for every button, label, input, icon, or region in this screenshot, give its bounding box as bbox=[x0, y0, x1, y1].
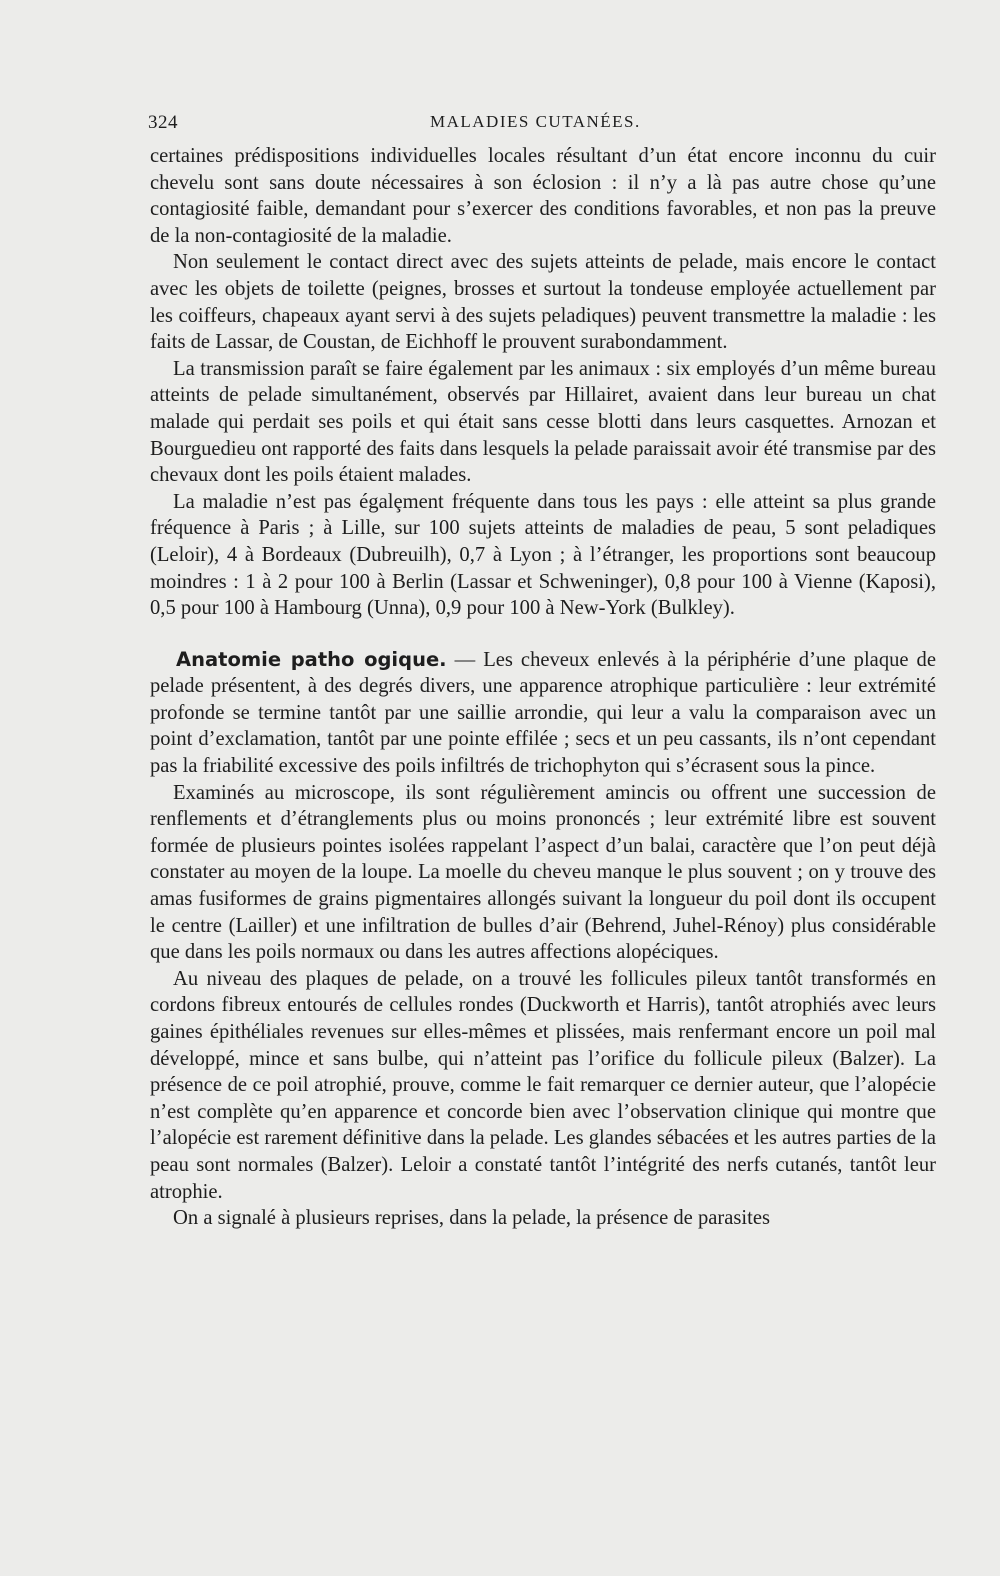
page-number: 324 bbox=[148, 112, 178, 133]
paragraph-frequency: La maladie n’est pas égalȩment fréquente dans tous les pays : elle atteint sa plus grande fréquence à Paris ; à Lille, sur 100 sujets atteints de maladies de peau, 5 sont peladiques (Leloir), 4 à Bordeaux (Dubreuilh), 0,7 à Lyon ; à l’étranger, les proportions sont beaucoup moindres : 1 à 2 pour 100 à Berlin (Lassar et Schweninger), 0,8 pour 100 à Vienne (Kaposi), 0,5 pour 100 à Hambourg (Unna), 0,9 pour 100 à New-York (Bulkley). bbox=[150, 490, 936, 620]
paragraph-contagion-conclusion: certaines prédispositions individuelles locales résultant d’un état encore inconnu du cuir chevelu sont sans doute nécessaires à son éclosion : il n’y a là pas autre chose qu’une contagiosité faible, demandant pour s’exercer des conditions favorables, et non pas la preuve de la non-contagiosité de la maladie. bbox=[150, 145, 936, 247]
page-header bbox=[148, 112, 908, 142]
paragraph-anatomy-lead bbox=[150, 647, 936, 780]
running-title: MALADIES CUTANÉES. bbox=[430, 112, 641, 131]
paragraph-contact-transmission: Non seulement le contact direct avec des sujets atteints de pelade, mais encore le contact avec les objets de toilette (peignes, brosses et surtout la tondeuse employée actuellement par les coiffeurs, chapeaux ayant servi à des sujets peladiques) peuvent transmettre la maladie : les faits de Lassar, de Coustan, de Eichhoff le prouvent surabondamment. bbox=[150, 251, 936, 354]
section-heading: Anatomie patho ogique. bbox=[176, 647, 447, 671]
paragraph-follicles: Au niveau des plaques de pelade, on a trouvé les follicules pileux tantôt transformés en cordons fibreux entourés de cellules rondes (Duckworth et Harris), tantôt atrophiés avec leurs gaines épithéliales revenues sur elles-mêmes et plissées, mais renfermant encore un poil mal développé, mince et sans bulbe, qui n’atteint pas l’orifice du follicule pileux (Balzer). La présence de ce poil atrophié, prouve, comme le fait remarquer ce dernier auteur, que l’alopécie n’est complète qu’en apparence et concorde bien avec l’observation clinique qui montre que l’alopécie est rarement définitive dans la pelade. Les glandes sébacées et les autres parties de la peau sont normales (Balzer). Leloir a constaté tantôt l’intégrité des nerfs cutanés, tantôt leur atrophie. bbox=[150, 967, 936, 1203]
section-spacer bbox=[150, 622, 936, 647]
page-body bbox=[150, 143, 936, 1232]
section-lead-text: — Les cheveux enlevés à la périphérie d’une plaque de pelade présentent, à des degrés divers, une apparence atrophique particulière : leur extrémité profonde se termine tantôt par une saillie arrondie, qui leur a valu la comparaison avec un point d’exclamation, tantôt par une pointe effilée ; secs et un peu cassants, ils n’ont cependant pas la friabilité excessive des poils infiltrés de trichophyton qui s’écrasent sous la pince. bbox=[150, 648, 936, 778]
paragraph-animal-transmission: La transmission paraît se faire également par les animaux : six employés d’un même bureau atteints de pelade simultanément, observés par Hillairet, avaient dans leur bureau un chat malade qui perdait ses poils et qui était sans cesse blotti dans leurs casquettes. Arnozan et Bourguedieu ont rapporté des faits dans lesquels la pelade paraissait avoir été transmise par des chevaux dont les poils étaient malades. bbox=[150, 357, 936, 487]
paragraph-microscope: Examinés au microscope, ils sont régulièrement amincis ou offrent une succession de renflements et d’étranglements plus ou moins prononcés ; leur extrémité libre est souvent formée de plusieurs pointes isolées rappelant l’aspect d’un balai, caractère que l’on peut déjà constater au moyen de la loupe. La moelle du cheveu manque le plus souvent ; on y trouve des amas fusiformes de grains pigmentaires allongés suivant la longueur du poil dont ils occupent le centre (Lailler) et une infiltration de bulles d’air (Behrend, Juhel-Rénoy) plus considérable que dans les poils normaux ou dans les autres affections alopéciques. bbox=[150, 781, 936, 964]
paragraph-parasites: On a signalé à plusieurs reprises, dans la pelade, la présence de parasites bbox=[173, 1207, 770, 1230]
